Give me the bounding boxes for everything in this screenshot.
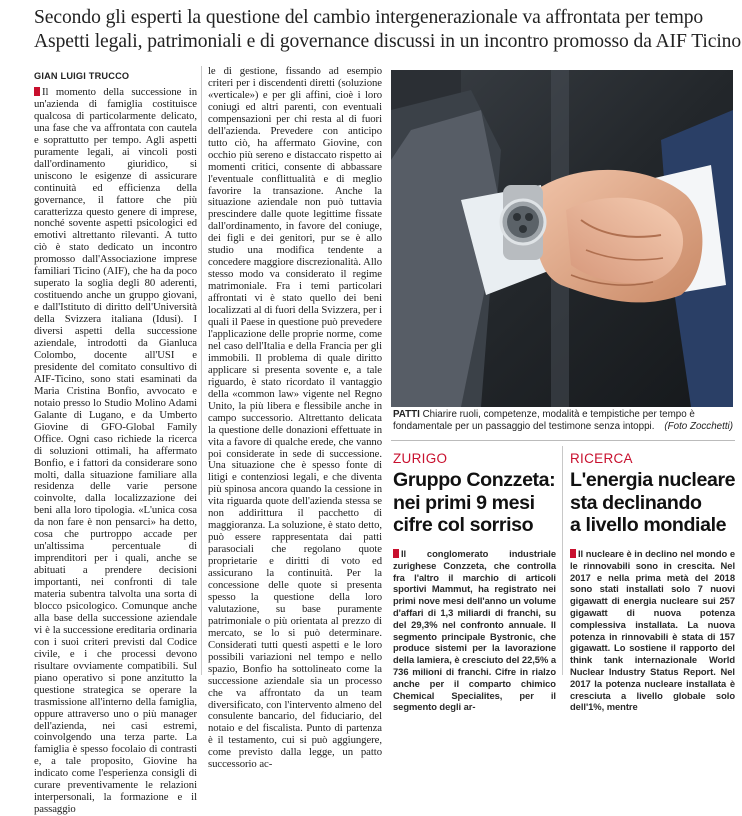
headline bbox=[34, 6, 742, 54]
handshake-photo bbox=[391, 70, 733, 407]
brief2-text: Il nucleare è in declino nel mondo e le rinnovabili sono in crescita. Nel 2017 e nella prima metà del 2018 sono stati installati solo 7 nuovi gigawatt di energia nucleare sui 257 gigawatt di nuova potenza complessiva installata. La nuova potenza in rinnovabili è stata di 157 gigawatt. Lo sostiene il rapporto del think tank internazionale World Nuclear Industry Status Report. Nel 2017 la potenza nucleare installata è cresciuta a livello globale solo dell'1%, mentre bbox=[570, 548, 735, 713]
byline: GIAN LUIGI TRUCCO bbox=[34, 71, 130, 81]
brief2-headline-line-1: L'energia nucleare bbox=[570, 469, 736, 491]
photo-credit: (Foto Zocchetti) bbox=[664, 421, 733, 433]
article-column-2 bbox=[208, 66, 382, 771]
article-marker-icon bbox=[34, 87, 40, 96]
brief2-marker-icon bbox=[570, 549, 576, 558]
brief-divider bbox=[562, 446, 563, 675]
caption-text: Chiarire ruoli, competenze, modalità e tempistiche per tempo è fondamentale per un passaggio del testimone senza intoppi. bbox=[393, 409, 695, 433]
brief1-marker-icon bbox=[393, 549, 399, 558]
brief2-kicker: RICERCA bbox=[570, 451, 633, 466]
brief1-text: Il conglomerato industriale zurighese Conzzeta, che controlla fra l'altro il marchio di articoli sportivi Mammut, ha registrato nei primi nove mesi dell'anno un volume d'affari di 1,3 miliardi di franchi, su del 29,3% nel confronto annuale. Il segmento principale Bystronic, che produce sistemi per la lavorazione della lamiera, è cresciuto del 22,5% a 736 milioni di franchi. Cifre in rialzo anche per il comparto chimico Chemical Specialites, per il segmento degli ar- bbox=[393, 548, 556, 713]
photo-caption bbox=[393, 409, 733, 433]
section-divider bbox=[391, 440, 735, 441]
brief2-headline bbox=[570, 469, 735, 537]
brief2-headline-line-3: a livello mondiale bbox=[570, 514, 727, 536]
brief1-body bbox=[393, 548, 556, 713]
caption-label: PATTI bbox=[393, 409, 420, 420]
brief1-headline-line-3: cifre col sorriso bbox=[393, 514, 534, 536]
brief1-headline bbox=[393, 469, 555, 537]
brief1-kicker: ZURIGO bbox=[393, 451, 448, 466]
article-text-1: Il momento della successione in un'azienda di famiglia costituisce qualcosa di particolarmente delicato, una fase che va affrontata con cautela e soprattutto per tempo. Agli aspetti puramente legali, ai vincoli posti dall'ordinamento giuridico, si uniscono le esigenze di assicurare continuità ed efficienza della governance, il fattore che più caratterizza questo genere di imprese, nonché sovente aspetti psicologici ed emotivi altrettanto rilevanti. A tutto ciò è stato dedicato un incontro promosso dall'Associazione imprese familiari Ticino (AIF), che ha da poco superato la soglia degli 80 aderenti, costituendo anche un gruppo giovani, e dall'Istituto di diritto dell'Università della Svizzera italiana (Idusi). I diversi aspetti della successione aziendale, introdotti da Gianluca Colombo, docente all'USI e presidente del comitato consultivo di AIF-Ticino, sono stati esaminati da Maria Cristina Bonfio, avvocato e notaio presso lo Studio Molino Adami Galante di Lugano, e da Umberto Giovine di GFO-Global Family Office. Ogni caso richiede la ricerca di soluzioni ottimali, ha affermato Bonfio, e i fattori da considerare sono molti, dalla situazione familiare alla residenza delle varie persone coinvolte, dalla localizzazione dei beni alla loro tipologia. «L'unica cosa da non fare è non pensarci» ha detto, cosa che purtroppo accade per un'altissima percentuale di imprenditori per i quali, anche se abituati a prendere decisioni importanti, nei confronti di tale materia subentra talvolta una sorta di blocco psicologico. Comunque anche alla base della successione aziendale vi è la successione ereditaria ordinaria con i suoi criteri previsti dal Codice civile, e i che processi devono risultare ovviamente compatibili. Sul piano operativo si pone anzitutto la questione strategica se operare la trasmissione all'interno della famiglia, oppure attraverso uno o più manager dell'azienda, nei casi estremi, coinvolgendo una terza parte. La famiglia è spesso focolaio di contrasti e, a tale proposito, Giovine ha indicato come l'esperienza consigli di curare preventivamente le relazioni interpersonali, la formazione e il passaggio bbox=[34, 86, 197, 816]
brief2-body bbox=[570, 548, 735, 713]
column-divider bbox=[201, 66, 202, 675]
brief1-headline-line-2: nei primi 9 mesi bbox=[393, 491, 535, 514]
headline-line-2: Aspetti legali, patrimoniali e di governance discussi in un incontro promosso da AIF Ticino bbox=[34, 31, 742, 52]
brief1-headline-line-1: Gruppo Conzzeta: bbox=[393, 469, 556, 491]
article-text-2: le di gestione, fissando ad esempio criteri per i discendenti diretti (soluzione «verticale») e per gli affini, cioè i loro coniugi ed altri parenti, con eventuali compensazioni per chi resta al di fuori dell'azienda. Prevedere con anticipo tutto ciò, ha affermato Giovine, con occhio più sereno e distaccato rispetto ai momenti critici, consente di abbassare l'eventuale conflittualità e di meglio favorire la transazione. Anche la situazione aziendale non può tuttavia prescindere dalle quote legittime fissate dall'ordinamento, in favore del coniuge, dei figli e dei genitori, pur se è allo studio una modifica tendente a concedere maggiore discrezionalità. Allo stesso modo va considerato il regime matrimoniale. Fra i temi particolari affrontati vi è stato quello dei beni localizzati al di fuori della Svizzera, per i quali il Paese in questione può prevedere l'applicazione delle proprie norme, come nel caso dell'Italia e della Francia per gli immobili. Il problema di quale diritto applicare si presenta sovente e, a tale riguardo, è stato ricordato il vantaggio della «common law» vigente nel Regno Unito, la più libera e flessibile anche in campo successorio. Altrettanto delicata la questione delle donazioni effettuate in vita a favore di qualche erede, che vanno poi considerate in sede di successione. Una situazione che è spesso fonte di litigi e contenziosi legali, e che diventa più spinosa ancora quando la cessione in vita riguarda quote dell'azienda stessa se non addirittura il pacchetto di maggioranza. La soluzione, è stato detto, può essere rappresentata dai patti parasociali che regolano quote proprietarie e diritti di voto ed assicurano la continuità. Per la concessione delle quote si presenta spesso la questione della loro valutazione, su base puramente patrimoniale o più orientata al prezzo di mercato, se lo si può determinare. Considerati tutti questi aspetti e le loro possibili variazioni nel tempo e nello spazio, Bonfio ha sottolineato come la successione aziendale sia un processo che va affrontato da un team diversificato, con l'intervento almeno del consulente bancario, del fiduciario, del notaio e del fiscalista. Punto di partenza è il testamento, cui si può aggiungere, come previsto dalla legge, un patto successorio ac- bbox=[208, 65, 383, 771]
handshake-image bbox=[391, 70, 733, 407]
brief2-headline-line-2: sta declinando bbox=[570, 491, 702, 514]
article-column-1 bbox=[34, 87, 197, 816]
headline-line-1: Secondo gli esperti la questione del cambio intergenerazionale va affrontata per tempo bbox=[34, 7, 704, 28]
